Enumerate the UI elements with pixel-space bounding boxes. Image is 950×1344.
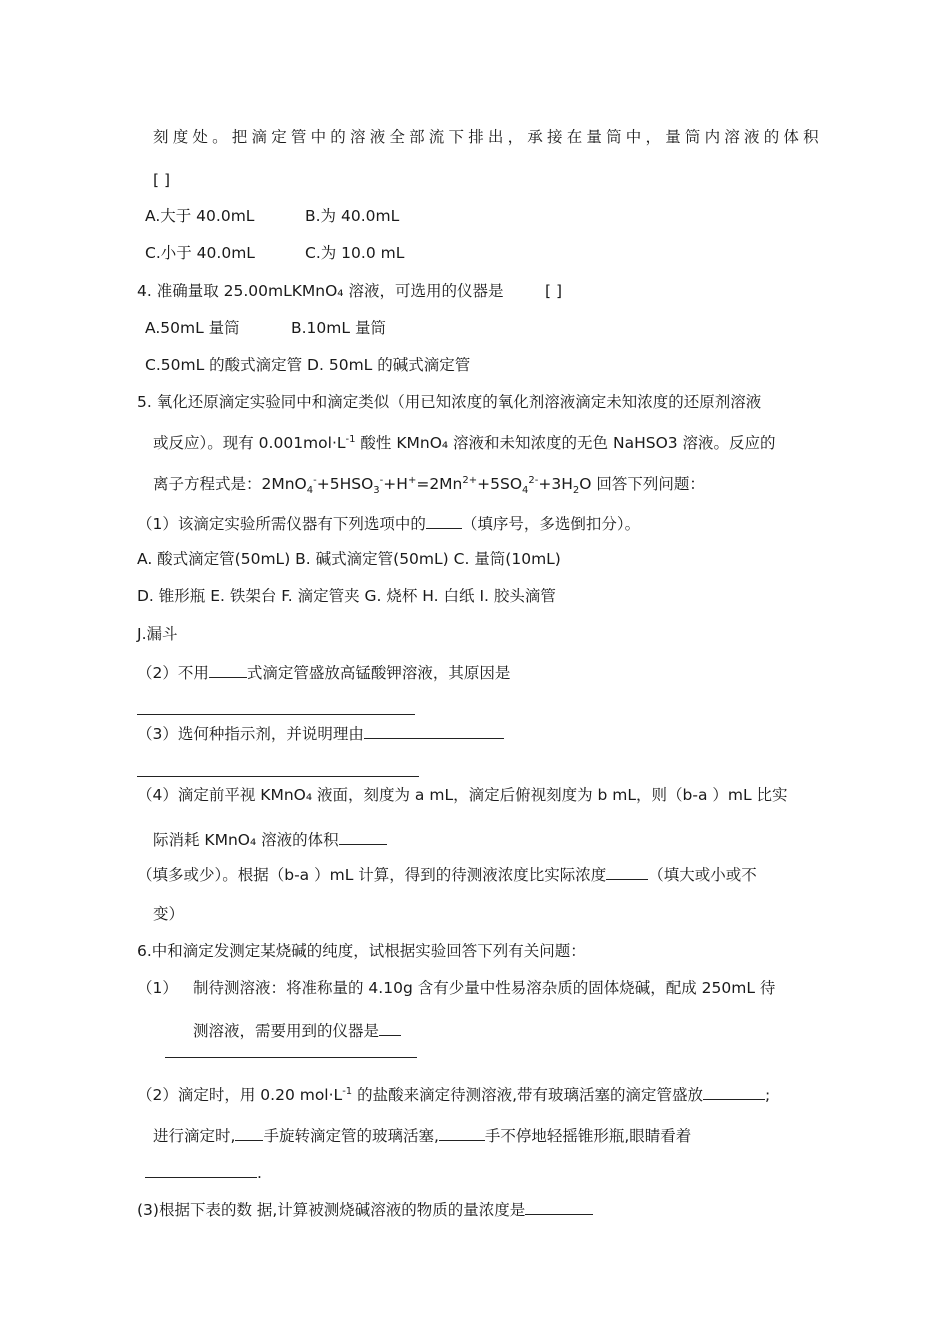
answer-line[interactable] — [165, 1057, 417, 1058]
q5-part4-line1: （4）滴定前平视 KMnO₄ 液面，刻度为 a mL，滴定后俯视刻度为 b mL，则（b-a ）mL 比实 — [137, 786, 788, 804]
answer-blank[interactable] — [209, 661, 247, 678]
q5-part4-line3: （填多或少）。根据（b-a ）mL 计算，得到的待测液浓度比实际浓度 （填大或小或不 — [137, 863, 757, 885]
answer-blank[interactable] — [426, 512, 462, 529]
q5-part1: （1）该滴定实验所需仪器有下列选项中的 （填序号，多选倒扣分）。 — [137, 512, 640, 534]
answer-blank[interactable] — [235, 1124, 263, 1141]
q5-option-j: J.漏斗 — [137, 625, 178, 643]
q3-answer-bracket: [ ] — [153, 171, 171, 189]
q3-stem: 刻度处。把滴定管中的溶液全部流下排出，承接在量筒中，量筒内溶液的体积 — [153, 128, 823, 146]
q5-ionic-equation: 离子方程式是：$2MnO_4^-+5HSO_3^-+H^+=2Mn^{2+}+5SO_4^{2-}+3H_2O$ 回答下列问题： — [153, 474, 705, 497]
answer-blank[interactable] — [339, 828, 387, 845]
answer-blank[interactable] — [439, 1124, 485, 1141]
answer-blank[interactable] — [525, 1198, 593, 1215]
q6-part2-line2: 进行滴定时, 手旋转滴定管的玻璃活塞, 手不停地轻摇锥形瓶,眼睛看着 — [153, 1124, 691, 1146]
q5-part2: （2）不用 式滴定管盛放高锰酸钾溶液，其原因是 — [137, 661, 510, 683]
q6-part1-number: （1） — [137, 979, 178, 997]
q6-stem: 6.中和滴定发测定某烧碱的纯度，试根据实验回答下列有关问题： — [137, 942, 586, 960]
q6-part2-line1: （2）滴定时，用 0.20 $mol\cdot L^{-1}$ 的盐酸来滴定待测溶液,带有玻璃活塞的滴定管盛放 ; — [137, 1083, 770, 1105]
q5-options-d-to-i: D. 锥形瓶 E. 铁架台 F. 滴定管夹 G. 烧杯 H. 白纸 I. 胶头滴管 — [137, 587, 556, 605]
q6-part1-line2: 测溶液，需要用到的仪器是 — [193, 1019, 401, 1041]
q5-stem-line1: 5. 氧化还原滴定实验同中和滴定类似（用已知浓度的氧化剂溶液滴定未知浓度的还原剂溶液 — [137, 393, 762, 411]
q4-option-b: B.10mL 量筒 — [291, 319, 386, 337]
q5-options-abc: A. 酸式滴定管(50mL) B. 碱式滴定管(50mL) C. 量筒(10mL) — [137, 550, 561, 568]
q4-option-a: A.50mL 量筒 — [145, 319, 240, 337]
q3-option-a: A.大于 40.0mL — [145, 207, 255, 225]
q3-option-d: C.为 10.0 mL — [305, 244, 405, 262]
answer-blank[interactable] — [379, 1019, 401, 1036]
q6-part2-line3: . — [145, 1161, 262, 1183]
q4-answer-bracket: [ ] — [545, 282, 563, 300]
q6-part1-line1: 制待测溶液：将准称量的 4.10g 含有少量中性易溶杂质的固体烧碱，配成 250mL 待 — [193, 979, 776, 997]
answer-blank[interactable] — [606, 863, 648, 880]
q5-part4-line4: 变） — [153, 905, 185, 923]
q3-option-c: C.小于 40.0mL — [145, 244, 255, 262]
q4-stem: 4. 准确量取 25.00mLKMnO₄ 溶液，可选用的仪器是 — [137, 282, 504, 300]
answer-blank[interactable] — [145, 1161, 257, 1178]
answer-line[interactable] — [137, 776, 419, 777]
q5-part3: （3）选何种指示剂，并说明理由 — [137, 722, 504, 744]
answer-blank[interactable] — [364, 722, 504, 739]
q6-part3: (3)根据下表的数 据,计算被测烧碱溶液的物质的量浓度是 — [137, 1198, 593, 1220]
q4-options-cd: C.50mL 的酸式滴定管 D. 50mL 的碱式滴定管 — [145, 356, 471, 374]
answer-blank[interactable] — [703, 1083, 765, 1100]
q3-option-b: B.为 40.0mL — [305, 207, 400, 225]
answer-line[interactable] — [137, 714, 415, 715]
q5-stem-line2: 或反应）。现有 $0.001mol\cdot L^{-1}$ 酸性 KMnO₄ 溶液和未知浓度的无色 NaHSO3 溶液。反应的 — [153, 433, 776, 452]
q5-part4-line2: 际消耗 KMnO₄ 溶液的体积 — [153, 828, 387, 850]
